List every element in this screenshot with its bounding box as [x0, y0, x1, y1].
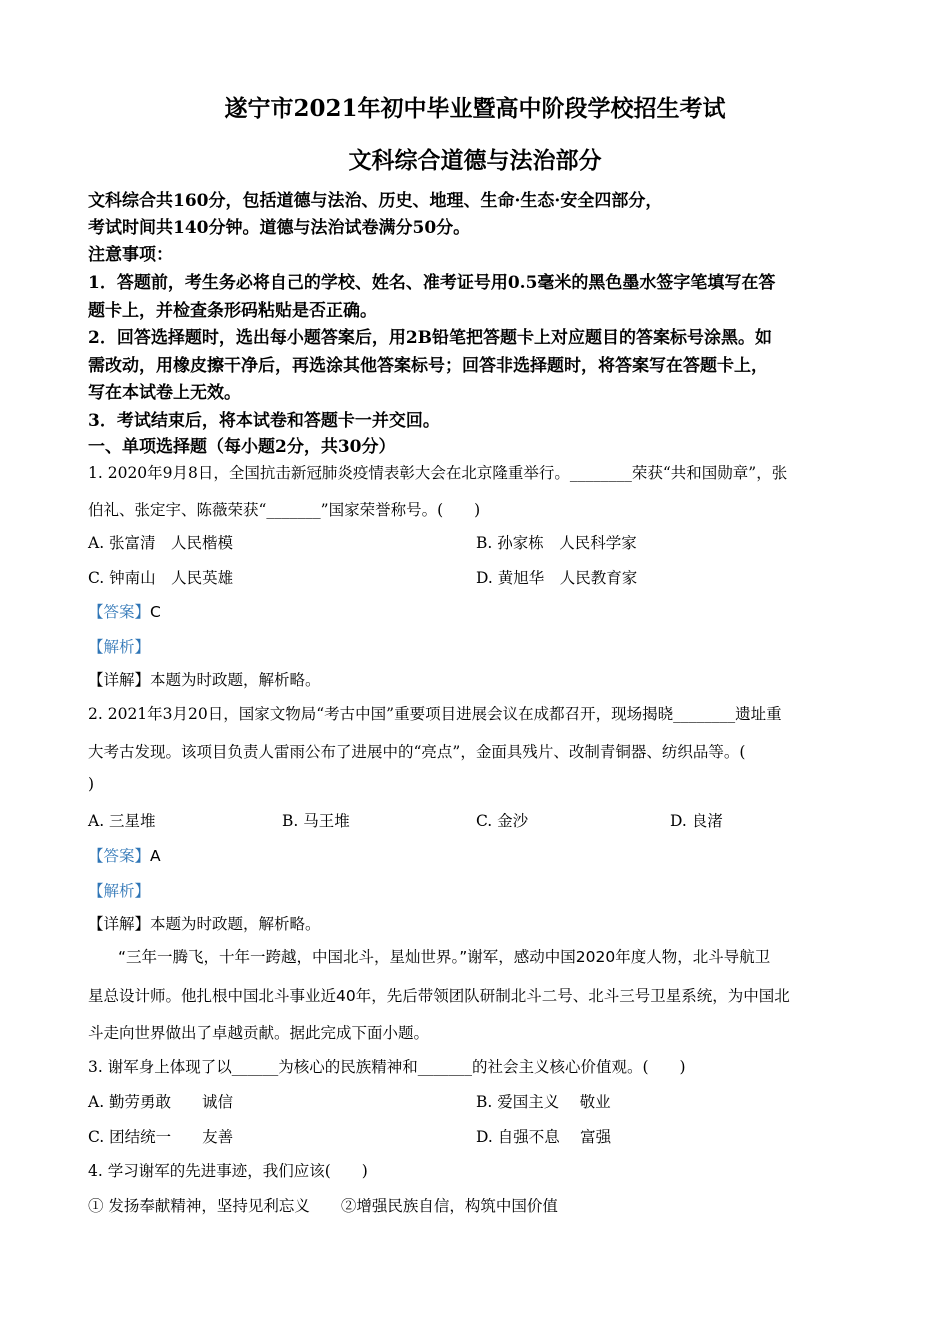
- q1-option-a: A. 张富清 人民楷模: [88, 534, 234, 552]
- q2-answer-value: A: [150, 847, 161, 865]
- passage-line-2: 星总设计师。他扎根中国北斗事业近40年，先后带领团队研制北斗二号、北斗三号卫星系统，为中国北: [88, 987, 790, 1005]
- q1-option-c: C. 钟南山 人民英雄: [88, 569, 234, 587]
- notice-2-line-2: 需改动，用橡皮擦干净后，再选涂其他答案标号；回答非选择题时，将答案写在答题卡上，: [88, 356, 768, 376]
- q1-answer-label: 【答案】: [88, 603, 151, 621]
- q2-answer-label: 【答案】: [88, 847, 151, 865]
- q2-stem-line-1: 2. 2021年3月20日，国家文物局“考古中国”重要项目进展会议在成都召开，现场揭晓________遗址重: [88, 705, 782, 723]
- passage-line-1: “三年一腾飞，十年一跨越，中国北斗，星灿世界。”谢军，感动中国2020年度人物，北斗导航卫: [118, 948, 771, 966]
- q1-answer-value: C: [150, 603, 161, 621]
- q2-option-a: A. 三星堆: [88, 812, 156, 830]
- page-subtitle: 文科综合道德与法治部分: [348, 147, 602, 174]
- notice-3: 3．考试结束后，将本试卷和答题卡一并交回。: [88, 411, 440, 431]
- q3-option-a: A. 勤劳勇敢 诚信: [88, 1093, 234, 1111]
- q1-detail: 【详解】本题为时政题，解析略。: [88, 671, 321, 689]
- q2-option-d: D. 良渚: [670, 812, 723, 830]
- page-title: 遂宁市2021年初中毕业暨高中阶段学校招生考试: [224, 95, 726, 122]
- q1-stem-line-2: 伯礼、张定宇、陈薇荣获“_______”国家荣誉称号。( ): [88, 501, 481, 519]
- notice-2-line-1: 2．回答选择题时，选出每小题答案后，用2B铅笔把答题卡上对应题目的答案标号涂黑。如: [88, 328, 773, 348]
- q2-stem-line-2: 大考古发现。该项目负责人雷雨公布了进展中的“亮点”，金面具残片、改制青铜器、纺织品等。(: [88, 743, 746, 761]
- q1-option-d: D. 黄旭华 人民教育家: [476, 569, 638, 587]
- q2-analysis-label: 【解析】: [88, 882, 151, 900]
- q1-stem-line-1: 1. 2020年9月8日，全国抗击新冠肺炎疫情表彰大会在北京隆重举行。________荣获“共和国勋章”，张: [88, 464, 788, 482]
- notice-1-line-1: 1．答题前，考生务必将自己的学校、姓名、准考证号用0.5毫米的黑色墨水签字笔填写在答: [88, 273, 776, 293]
- q1-answer: [88, 600, 161, 622]
- intro-line-2: 考试时间共140分钟。道德与法治试卷满分50分。: [88, 218, 471, 238]
- q1-option-b: B. 孙家栋 人民科学家: [476, 534, 637, 552]
- q3-stem: 3. 谢军身上体现了以______为核心的民族精神和_______的社会主义核心价值观。( ): [88, 1058, 686, 1076]
- q4-items: ① 发扬奉献精神，坚持见利忘义 ②增强民族自信，构筑中国价值: [88, 1197, 558, 1215]
- notice-2-line-3: 写在本试卷上无效。: [88, 383, 241, 403]
- section-heading: 一、单项选择题（每小题2分，共30分）: [88, 437, 396, 457]
- q3-option-d: D. 自强不息 富强: [476, 1128, 612, 1146]
- q4-stem: 4. 学习谢军的先进事迹，我们应该( ): [88, 1162, 368, 1180]
- notice-1-line-2: 题卡上，并检查条形码粘贴是否正确。: [88, 301, 377, 321]
- passage-line-3: 斗走向世界做出了卓越贡献。据此完成下面小题。: [88, 1024, 430, 1042]
- intro-line-1: 文科综合共160分，包括道德与法治、历史、地理、生命·生态·安全四部分，: [88, 191, 663, 211]
- q1-analysis-label: 【解析】: [88, 638, 151, 656]
- q2-detail: 【详解】本题为时政题，解析略。: [88, 915, 321, 933]
- q3-option-c: C. 团结统一 友善: [88, 1128, 234, 1146]
- q3-option-b: B. 爱国主义 敬业: [476, 1093, 611, 1111]
- q2-option-b: B. 马王堆: [282, 812, 350, 830]
- q2-stem-line-3: ): [88, 775, 95, 793]
- q2-answer: [88, 844, 161, 866]
- q2-option-c: C. 金沙: [476, 812, 529, 830]
- notice-title: 注意事项：: [88, 245, 173, 265]
